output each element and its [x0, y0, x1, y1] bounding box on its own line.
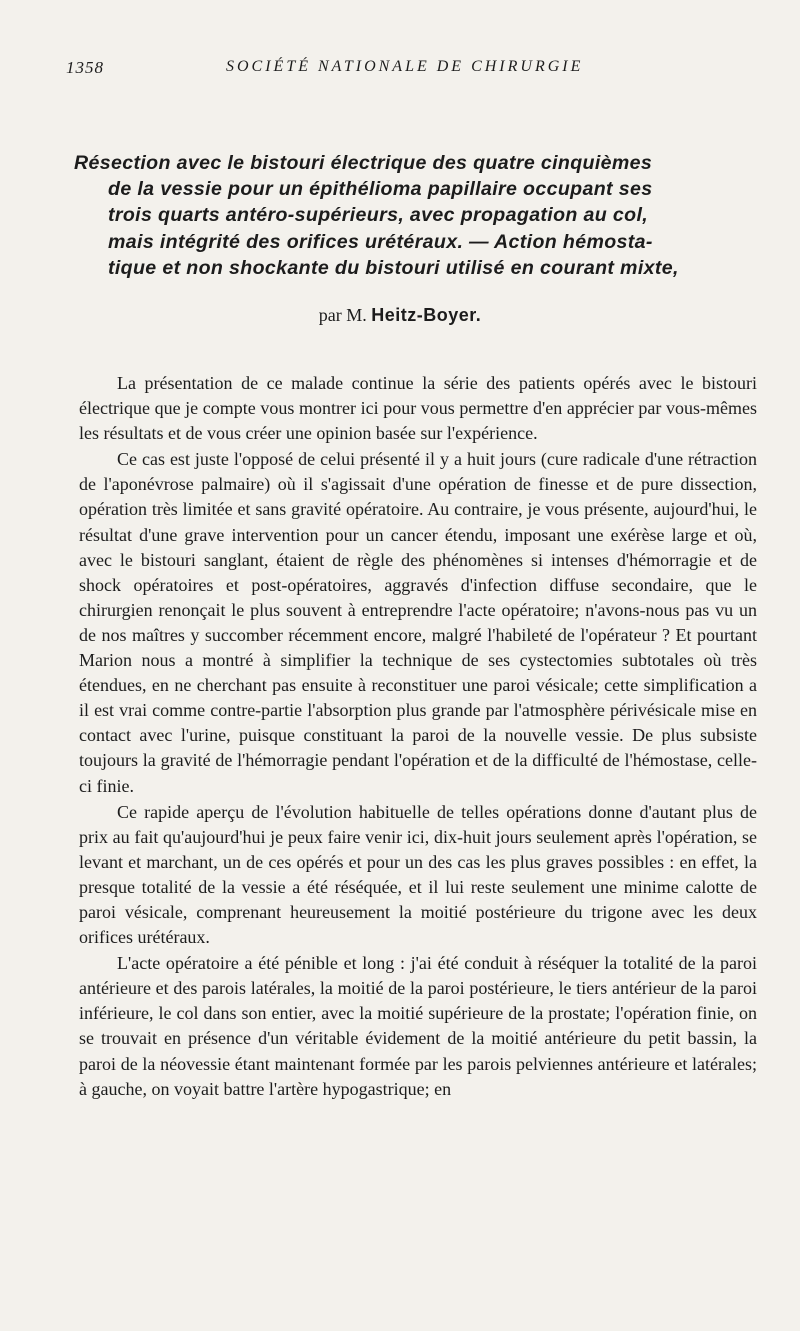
running-head: SOCIÉTÉ NATIONALE DE CHIRURGIE	[226, 58, 584, 75]
author-name: Heitz-Boyer.	[371, 305, 482, 325]
page-header	[66, 58, 764, 82]
title-line: tique et non shockante du bistouri utilisé en courant mixte,	[108, 256, 679, 279]
paragraph: Ce cas est juste l'opposé de celui présenté il y a huit jours (cure radicale d'une rétraction de l'aponévrose palmaire) où il s'agissait d'une opération de finesse et de pure dissection, opération très limitée et sans gravité opératoire. Au contraire, je vous présente, aujourd'hui, le résultat d'une grave intervention pour un cancer étendu, imposant une exérèse large et où, avec le bistouri sanglant, étaient de règle des phénomènes si intenses d'hémorragie et de shock opératoires et post-opératoires, aggravés d'infection diffuse secondaire, que le chirurgien renonçait le plus souvent à entreprendre l'acte opératoire; n'avons-nous pas vu un de nos maîtres y succomber récemment encore, malgré l'habileté de l'opérateur ? Et pourtant Marion nous a montré à simplifier la technique de ses cystectomies subtotales où très étendues, en ne cherchant pas ensuite à reconstituer une paroi vésicale; cette simplification a il est vrai comme contre-partie l'absorption plus grande par l'atmosphère périvésicale mise en contact avec l'urine, puisque constituant la paroi de la nouvelle vessie. De plus subsiste toujours la gravité de l'hémorragie pendant l'opération et de la difficulté de l'hémostase, celle-ci finie.	[79, 449, 757, 796]
article-title	[74, 150, 764, 281]
author-prefix: par M.	[318, 305, 367, 325]
title-line: de la vessie pour un épithélioma papillaire occupant ses	[108, 178, 653, 201]
paragraph: L'acte opératoire a été pénible et long : j'ai été conduit à réséquer la totalité de la paroi antérieure et des parois latérales, la moitié de la paroi postérieure, le tiers antérieur de la paroi inférieure, le col dans son entier, avec la moitié supérieure de la prostate; l'opération finie, on se trouvait en présence d'un véritable évidement de la moitié antérieure du petit bassin, la paroi de la néovessie étant maintenant formée par les parois pelviennes antérieure et latérales; à gauche, on voyait battre l'artère hypogastrique; en	[79, 953, 757, 1099]
paragraph: Ce rapide aperçu de l'évolution habituelle de telles opérations donne d'autant plus de prix au fait qu'aujourd'hui je peux faire venir ici, dix-huit jours seulement après l'opération, se levant et marchant, un de ces opérés et pour un des cas les plus graves possibles : en effet, la presque totalité de la vessie a été réséquée, et il lui reste seulement une minime calotte de paroi vésicale, comprenant heureusement la moitié postérieure du trigone avec les deux orifices urétéraux.	[79, 801, 757, 948]
title-line: trois quarts antéro-supérieurs, avec propagation au col,	[108, 204, 649, 227]
paragraph: La présentation de ce malade continue la série des patients opérés avec le bistouri électrique que je compte vous montrer ici pour vous permettre d'en apprécier par vous-mêmes les résultats et de vous créer une opinion basée sur l'expérience.	[79, 373, 757, 444]
page-number: 1358	[66, 58, 104, 77]
author-line	[0, 305, 800, 326]
title-line: mais intégrité des orifices urétéraux. — Action hémosta-	[108, 230, 653, 253]
title-line: Résection avec le bistouri électrique des quatre cinquièmes	[74, 152, 653, 174]
body-text	[79, 371, 757, 1103]
